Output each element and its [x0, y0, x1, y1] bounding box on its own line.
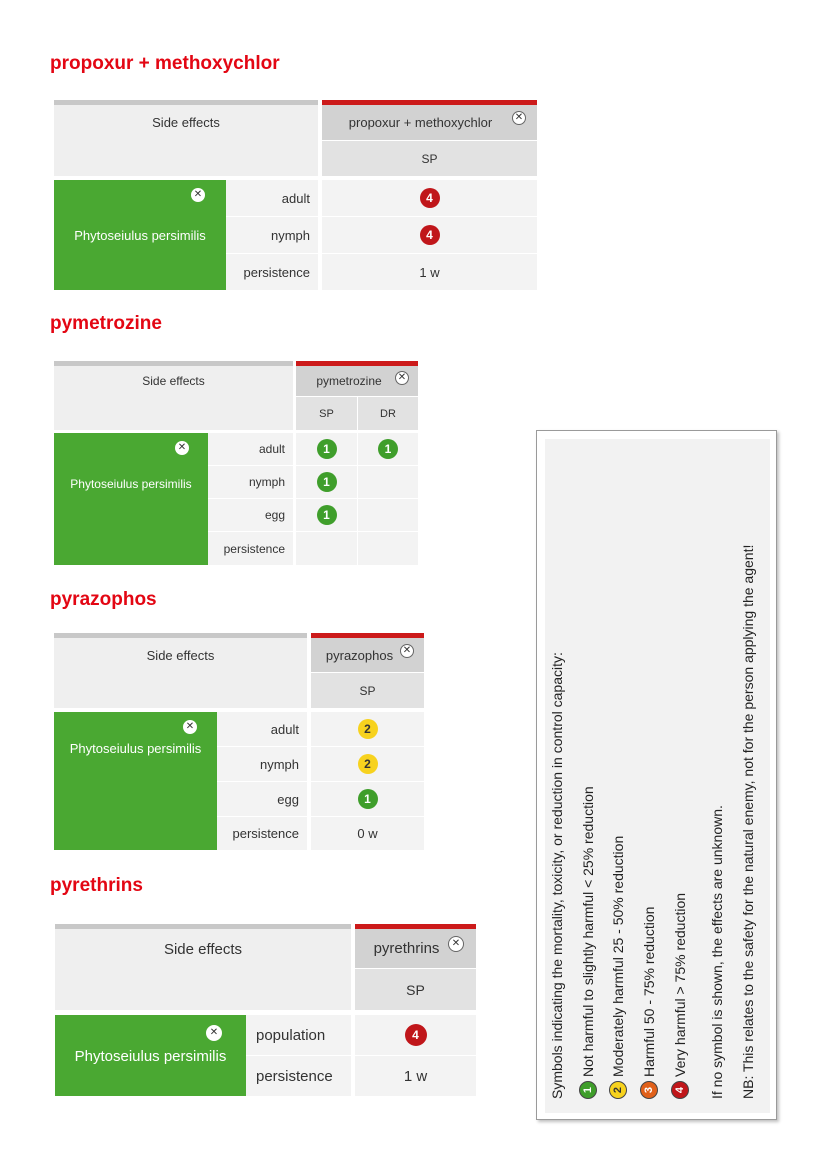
column-header-dr: DR — [358, 397, 418, 430]
effect-cell — [296, 466, 357, 498]
harm-badge: 1 — [579, 1081, 597, 1099]
close-circle-icon[interactable]: ✕ — [400, 644, 414, 658]
legend-item — [609, 836, 627, 1099]
harm-badge: 3 — [640, 1081, 658, 1099]
effect-cell — [322, 180, 537, 216]
harm-badge: 2 — [609, 1081, 627, 1099]
organism-name: Phytoseiulus persimilis — [74, 1048, 227, 1065]
effect-cell — [358, 433, 418, 465]
harm-badge: 1 — [358, 789, 378, 809]
harm-badge: 4 — [405, 1024, 427, 1046]
effect-cell — [311, 712, 424, 746]
side-effects-header: Side effects — [54, 638, 307, 708]
row-label: nymph — [226, 217, 318, 253]
legend-note: If no symbol is shown, the effects are unknown. — [709, 805, 725, 1099]
product-header — [322, 105, 537, 140]
legend-item-text: Very harmful > 75% reduction — [672, 892, 688, 1077]
row-label: egg — [208, 499, 293, 531]
close-circle-icon[interactable]: ✕ — [183, 720, 197, 734]
column-header-sp: SP — [296, 397, 357, 430]
row-label: adult — [208, 433, 293, 465]
harm-badge: 4 — [671, 1081, 689, 1099]
harm-badge: 1 — [317, 472, 337, 492]
effect-cell — [296, 499, 357, 531]
legend-item — [671, 893, 689, 1099]
section-title: propoxur + methoxychlor — [50, 53, 280, 74]
organism-cell — [55, 1015, 246, 1096]
product-name: propoxur + methoxychlor — [348, 115, 493, 130]
organism-cell — [54, 180, 226, 290]
product-name: pyrethrins — [373, 940, 440, 957]
harm-badge: 1 — [317, 505, 337, 525]
effect-cell — [322, 217, 537, 253]
row-label: persistence — [208, 532, 293, 565]
side-effects-header: Side effects — [54, 105, 318, 176]
harm-badge: 4 — [420, 188, 440, 208]
legend-note: NB: This relates to the safety for the natural enemy, not for the person applying the agent! — [740, 544, 756, 1099]
persistence-value: 0 w — [311, 817, 424, 850]
harm-badge: 4 — [420, 225, 440, 245]
harm-badge: 1 — [378, 439, 398, 459]
effect-cell — [358, 499, 418, 531]
effect-cell — [311, 747, 424, 781]
harm-badge: 2 — [358, 754, 378, 774]
side-effects-table — [54, 361, 418, 565]
harm-badge: 2 — [358, 719, 378, 739]
close-circle-icon[interactable]: ✕ — [175, 441, 189, 455]
row-label: nymph — [217, 747, 307, 781]
close-circle-icon[interactable]: ✕ — [395, 371, 409, 385]
section-title: pyrethrins — [50, 875, 143, 896]
close-circle-icon[interactable]: ✕ — [512, 111, 526, 125]
organism-name: Phytoseiulus persimilis — [74, 227, 206, 243]
side-effects-table — [54, 633, 424, 850]
side-effects-table — [55, 924, 476, 1096]
section-title: pymetrozine — [50, 313, 162, 334]
organism-name: Phytoseiulus persimilis — [70, 477, 192, 491]
effect-cell — [355, 1015, 476, 1055]
side-effects-header: Side effects — [54, 366, 293, 430]
close-circle-icon[interactable]: ✕ — [448, 936, 464, 952]
side-effects-table — [54, 100, 537, 290]
column-header-sp: SP — [322, 141, 537, 176]
row-label: egg — [217, 782, 307, 816]
effect-cell — [358, 466, 418, 498]
close-circle-icon[interactable]: ✕ — [191, 188, 205, 202]
row-label: persistence — [246, 1056, 351, 1096]
row-label: population — [246, 1015, 351, 1055]
column-header-sp: SP — [311, 673, 424, 708]
side-effects-header: Side effects — [55, 929, 351, 1010]
legend-item-text: Not harmful to slightly harmful < 25% reduction — [580, 786, 596, 1077]
column-header-sp: SP — [355, 969, 476, 1010]
persistence-value: 1 w — [322, 254, 537, 290]
row-label: adult — [226, 180, 318, 216]
legend-item — [579, 786, 597, 1099]
section-title: pyrazophos — [50, 589, 157, 610]
organism-name: Phytoseiulus persimilis — [69, 740, 202, 756]
row-label: nymph — [208, 466, 293, 498]
effect-cell — [358, 532, 418, 565]
effect-cell — [296, 532, 357, 565]
persistence-value: 1 w — [355, 1056, 476, 1096]
organism-cell — [54, 712, 217, 850]
harm-badge: 1 — [317, 439, 337, 459]
close-circle-icon[interactable]: ✕ — [206, 1025, 222, 1041]
legend-box — [536, 430, 777, 1120]
product-name: pyrazophos — [325, 647, 394, 663]
row-label: persistence — [217, 817, 307, 850]
legend-item-text: Harmful 50 - 75% reduction — [641, 906, 657, 1077]
effect-cell — [296, 433, 357, 465]
row-label: adult — [217, 712, 307, 746]
row-label: persistence — [226, 254, 318, 290]
effect-cell — [311, 782, 424, 816]
legend-item — [640, 907, 658, 1099]
legend-heading: Symbols indicating the mortality, toxicity, or reduction in control capacity: — [549, 652, 565, 1099]
organism-cell — [54, 433, 208, 565]
product-name: pymetrozine — [316, 374, 382, 388]
legend-item-text: Moderately harmful 25 - 50% reduction — [610, 835, 626, 1077]
